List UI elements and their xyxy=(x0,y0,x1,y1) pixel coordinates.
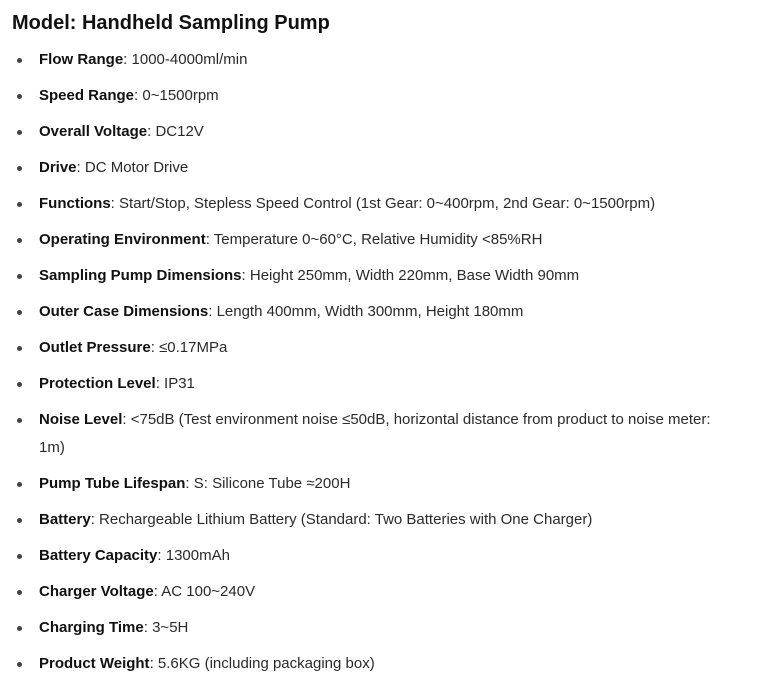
bullet-icon xyxy=(17,418,22,423)
spec-item-battery-capacity: Battery Capacity: 1300mAh xyxy=(0,542,758,570)
bullet-icon xyxy=(17,346,22,351)
spec-label: Operating Environment xyxy=(39,231,206,248)
spec-value: 3~5H xyxy=(152,619,189,636)
spec-value: Rechargeable Lithium Battery (Standard: Two Batteries with One Charger) xyxy=(99,511,593,528)
spec-label: Charger Voltage xyxy=(39,583,154,600)
spec-label: Protection Level xyxy=(39,375,156,392)
spec-item-operating-environment: Operating Environment: Temperature 0~60°C, Relative Humidity <85%RH xyxy=(0,226,758,254)
spec-item-charger-voltage: Charger Voltage: AC 100~240V xyxy=(0,578,758,606)
spec-label: Product Weight xyxy=(39,655,150,672)
bullet-icon xyxy=(17,202,22,207)
spec-label: Functions xyxy=(39,195,111,212)
spec-label: Outer Case Dimensions xyxy=(39,303,209,320)
spec-item-overall-voltage: Overall Voltage: DC12V xyxy=(0,118,758,146)
spec-value: Start/Stop, Stepless Speed Control (1st Gear: 0~400rpm, 2nd Gear: 0~1500rpm) xyxy=(119,195,656,212)
spec-value: Length 400mm, Width 300mm, Height 180mm xyxy=(216,303,524,320)
spec-label: Pump Tube Lifespan xyxy=(39,475,186,492)
bullet-icon xyxy=(17,166,22,171)
bullet-icon xyxy=(17,590,22,595)
spec-label: Overall Voltage xyxy=(39,123,148,140)
bullet-icon xyxy=(17,238,22,243)
spec-value: AC 100~240V xyxy=(161,583,256,600)
bullet-icon xyxy=(17,518,22,523)
spec-value: IP31 xyxy=(164,375,195,392)
spec-value: S: Silicone Tube ≈200H xyxy=(193,475,351,492)
spec-label: Charging Time xyxy=(39,619,144,636)
spec-label: Battery xyxy=(39,511,91,528)
spec-label: Outlet Pressure xyxy=(39,339,151,356)
bullet-icon xyxy=(17,382,22,387)
spec-value: DC Motor Drive xyxy=(84,159,189,176)
spec-label: Drive xyxy=(39,159,77,176)
spec-label: Battery Capacity xyxy=(39,547,158,564)
bullet-icon xyxy=(17,626,22,631)
spec-label: Sampling Pump Dimensions xyxy=(39,267,242,284)
spec-item-battery: Battery: Rechargeable Lithium Battery (Standard: Two Batteries with One Charger) xyxy=(0,506,758,534)
spec-label: Flow Range xyxy=(39,51,124,68)
spec-item-drive: Drive: DC Motor Drive xyxy=(0,154,758,182)
spec-item-pump-dimensions: Sampling Pump Dimensions: Height 250mm, Width 220mm, Base Width 90mm xyxy=(0,262,758,290)
spec-value: 1000-4000ml/min xyxy=(131,51,248,68)
spec-item-speed-range: Speed Range: 0~1500rpm xyxy=(0,82,758,110)
bullet-icon xyxy=(17,310,22,315)
spec-item-charging-time: Charging Time: 3~5H xyxy=(0,614,758,642)
spec-label: Speed Range xyxy=(39,87,135,104)
spec-item-outlet-pressure: Outlet Pressure: ≤0.17MPa xyxy=(0,334,758,362)
spec-label: Noise Level xyxy=(39,411,123,428)
spec-item-product-weight: Product Weight: 5.6KG (including packaging box) xyxy=(0,650,758,678)
bullet-icon xyxy=(17,58,22,63)
spec-value: Height 250mm, Width 220mm, Base Width 90mm xyxy=(249,267,580,284)
spec-item-pump-tube-lifespan: Pump Tube Lifespan: S: Silicone Tube ≈200H xyxy=(0,470,758,498)
bullet-icon xyxy=(17,482,22,487)
spec-list xyxy=(0,46,758,686)
spec-item-noise-level: Noise Level: <75dB (Test environment noise ≤50dB, horizontal distance from product to noise meter: 1m) xyxy=(0,406,758,462)
spec-item-protection-level: Protection Level: IP31 xyxy=(0,370,758,398)
bullet-icon xyxy=(17,94,22,99)
spec-value: DC12V xyxy=(155,123,204,140)
spec-value: Temperature 0~60°C, Relative Humidity <85%RH xyxy=(213,231,543,248)
spec-item-functions: Functions: Start/Stop, Stepless Speed Control (1st Gear: 0~400rpm, 2nd Gear: 0~1500rpm) xyxy=(0,190,758,218)
spec-item-case-dimensions: Outer Case Dimensions: Length 400mm, Width 300mm, Height 180mm xyxy=(0,298,758,326)
spec-value: <75dB (Test environment noise ≤50dB, horizontal distance from product to noise meter: 1m) xyxy=(39,411,711,456)
bullet-icon xyxy=(17,130,22,135)
bullet-icon xyxy=(17,554,22,559)
bullet-icon xyxy=(17,274,22,279)
spec-item-flow-range: Flow Range: 1000-4000ml/min xyxy=(0,46,758,74)
spec-value: 0~1500rpm xyxy=(142,87,219,104)
bullet-icon xyxy=(17,662,22,667)
spec-value: ≤0.17MPa xyxy=(159,339,228,356)
spec-value: 5.6KG (including packaging box) xyxy=(157,655,375,672)
page-title: Model: Handheld Sampling Pump xyxy=(12,12,330,34)
spec-value: 1300mAh xyxy=(165,547,230,564)
